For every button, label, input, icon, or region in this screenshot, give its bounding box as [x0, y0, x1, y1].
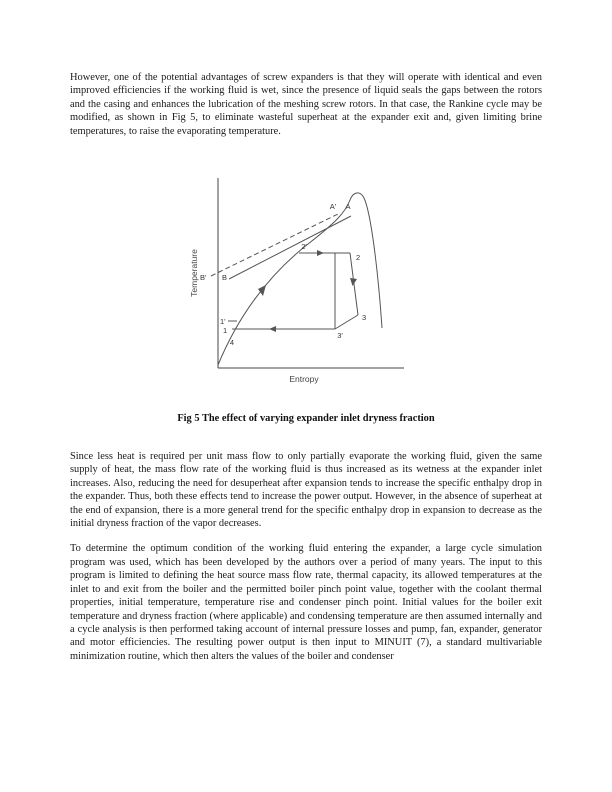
ts-diagram [180, 172, 432, 388]
y-axis-label: Temperature [189, 249, 199, 297]
desuperheat-segment [335, 315, 358, 329]
point-label-2-prime: 2' [301, 242, 307, 252]
brine-line-solid [229, 216, 351, 279]
point-label-a: A [345, 202, 351, 212]
point-label-3: 3 [362, 313, 367, 323]
paragraph-2: Since less heat is required per unit mass flow to only partially evaporate the working fluid, given the same supply of heat, the mass flow rate of the working fluid is thus increased as its wetness at the expander inlet increases. Also, reducing the need for desuperheat after expansion tends to increase the specific enthalpy drop in the expander. Thus, both these effects tend to increase the power output. However, in the absence of superheat at the end of expansion, there is a more general trend for the specific enthalpy drop in expansion to decrease as the initial dryness fraction of the vapor decreases. [70, 451, 542, 530]
arrow-up-right-icon [258, 285, 266, 296]
paragraph-1: However, one of the potential advantages of screw expanders is that they will operate with identical and even improved efficiencies if the working fluid is wet, since the presence of liquid seals the gaps between the rotors and the casing and enhances the lubrication of the meshing screw rotors. In that case, the Rankine cycle may be modified, as shown in Fig 5, to eliminate wasteful superheat at the expander exit and, given limiting brine temperatures, to raise the evaporating temperature. [70, 72, 542, 137]
point-label-3-prime: 3' [337, 331, 343, 341]
saturation-dome-curve [218, 193, 382, 365]
point-label-1: 1 [223, 326, 228, 336]
arrow-left-icon [269, 326, 276, 332]
x-axis-label: Entropy [289, 374, 319, 385]
brine-line-dashed [211, 214, 338, 276]
figure-caption: Fig 5 The effect of varying expander inlet dryness fraction [177, 413, 435, 425]
arrow-right-icon [317, 250, 324, 256]
page-content [70, 71, 542, 663]
point-label-4: 4 [229, 338, 235, 348]
expansion-line [350, 253, 361, 315]
point-label-1-prime: 1' [220, 317, 226, 327]
point-label-b-prime: B' [200, 273, 207, 283]
paragraph-3: To determine the optimum condition of the working fluid entering the expander, a large cycle simulation program was used, which has been developed by the authors over a period of many years. The input to this program is limited to defining the heat source mass flow rate, thermal capacity, its allowed temperatures at the inlet to and exit from the boiler and the permitted boiler pinch point value, together with the coolant thermal properties, initial temperature, temperature rise and condenser pinch point. Initial values for the boiler exit temperature and dryness fraction (where applicable) and condensing temperature are then assumed internally and a cycle analysis is then performed taking account of internal pressure losses and pump, fan, expander, generator and motor efficiencies. The resulting power output is then input to MINUIT (7), a standard multivariable minimization routine, which then alters the values of the boiler and condenser [70, 543, 542, 662]
point-label-2: 2 [356, 253, 361, 263]
point-label-b: B [222, 273, 228, 283]
figure-5 [70, 172, 542, 393]
arrow-down-icon [350, 278, 357, 286]
point-label-a-prime: A' [329, 202, 337, 212]
